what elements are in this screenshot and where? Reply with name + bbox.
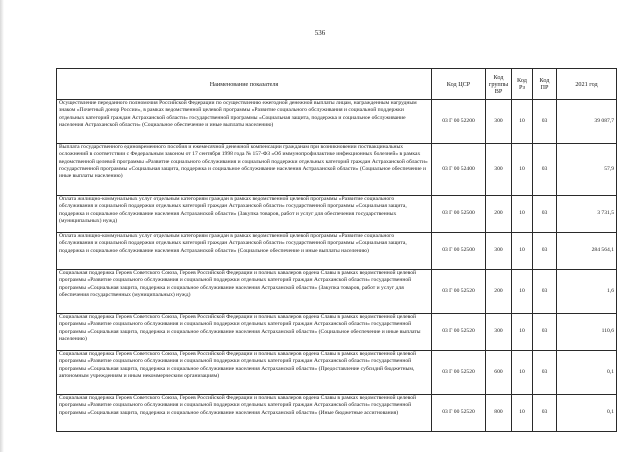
row-pr: 03 bbox=[533, 233, 557, 270]
row-vr: 300 bbox=[486, 100, 512, 144]
row-description: Социальная поддержка Героев Советского Союза, Героев Российской Федерации и полных кавалеров ордена Славы в рамках ведомственной целевой программы «Развитие социального обслуживания и социальной поддержки отдельных категорий граждан Астраханской области» государственной программы «Социальная защита, поддержка и социальное обслуживание населения Астраханской области» (Социальное обеспечение и иные выплаты населению) bbox=[57, 314, 432, 351]
row-vr: 300 bbox=[486, 144, 512, 196]
row-rz: 10 bbox=[512, 233, 533, 270]
table-row bbox=[57, 395, 617, 432]
header-csr: Код ЦСР bbox=[432, 69, 486, 100]
table-row bbox=[57, 351, 617, 395]
row-amount: 39 087,7 bbox=[557, 100, 617, 144]
row-pr: 03 bbox=[533, 144, 557, 196]
row-csr: 03 Г 00 52520 bbox=[432, 270, 486, 314]
table-row bbox=[57, 196, 617, 233]
row-rz: 10 bbox=[512, 351, 533, 395]
row-csr: 03 Г 00 52500 bbox=[432, 196, 486, 233]
row-amount: 1,6 bbox=[557, 270, 617, 314]
table-header-row bbox=[57, 69, 617, 100]
table-row bbox=[57, 270, 617, 314]
row-description: Оплата жилищно-коммунальных услуг отдельным категориям граждан в рамках ведомственной целевой программы «Развитие социального обслуживания и социальной поддержки отдельных категорий граждан Астраханской области» государственной программы «Социальная защита, поддержка и социальное обслуживание населения Астраханской области» (Закупка товаров, работ и услуг для обеспечения государственных (муниципальных) нужд) bbox=[57, 196, 432, 233]
row-csr: 03 Г 00 52500 bbox=[432, 233, 486, 270]
row-description: Оплата жилищно-коммунальных услуг отдельным категориям граждан в рамках ведомственной целевой программы «Развитие социального обслуживания и социальной поддержки отдельных категорий граждан Астраханской области» государственной программы «Социальная защита, поддержка и социальное обслуживание населения Астраханской области» (Социальное обеспечение и иные выплаты населению) bbox=[57, 233, 432, 270]
table-row bbox=[57, 233, 617, 270]
page-number: 536 bbox=[314, 29, 326, 37]
row-vr: 300 bbox=[486, 233, 512, 270]
table-row bbox=[57, 100, 617, 144]
row-description: Осуществление переданного полномочия Российской Федерации по осуществлению ежегодной денежной выплаты лицам, награжденным нагрудным знаком «Почетный донор России», в рамках ведомственной целевой программы «Развитие социального обслуживания и социальной поддержки отдельных категорий граждан Астраханской области» государственной программы «Социальная защита, поддержка и социальное обслуживание населения Астраханской области» (Социальное обеспечение и иные выплаты населению) bbox=[57, 100, 432, 144]
row-vr: 600 bbox=[486, 351, 512, 395]
row-pr: 03 bbox=[533, 196, 557, 233]
row-pr: 03 bbox=[533, 100, 557, 144]
header-rz: Код Рз bbox=[512, 69, 533, 100]
row-rz: 10 bbox=[512, 395, 533, 432]
row-csr: 03 Г 00 52520 bbox=[432, 314, 486, 351]
row-amount: 3 731,5 bbox=[557, 196, 617, 233]
row-amount: 0,1 bbox=[557, 351, 617, 395]
row-pr: 03 bbox=[533, 314, 557, 351]
row-csr: 03 Г 00 52400 bbox=[432, 144, 486, 196]
row-csr: 03 Г 00 52200 bbox=[432, 100, 486, 144]
header-vr: Код группы ВР bbox=[486, 69, 512, 100]
row-amount: 110,6 bbox=[557, 314, 617, 351]
row-csr: 03 Г 00 52520 bbox=[432, 351, 486, 395]
row-amount: 284 564,1 bbox=[557, 233, 617, 270]
budget-table bbox=[56, 68, 617, 432]
row-pr: 03 bbox=[533, 395, 557, 432]
row-vr: 200 bbox=[486, 196, 512, 233]
row-vr: 300 bbox=[486, 314, 512, 351]
row-pr: 03 bbox=[533, 270, 557, 314]
table-row bbox=[57, 314, 617, 351]
header-pr: Код ПР bbox=[533, 69, 557, 100]
header-name: Наименование показателя bbox=[57, 69, 432, 100]
row-rz: 10 bbox=[512, 270, 533, 314]
row-amount: 57,9 bbox=[557, 144, 617, 196]
row-description: Социальная поддержка Героев Советского Союза, Героев Российской Федерации и полных кавалеров ордена Славы в рамках ведомственной целевой программы «Развитие социального обслуживания и социальной поддержки отдельных категорий граждан Астраханской области» государственной программы «Социальная защита, поддержка и социальное обслуживание населения Астраханской области» (Иные бюджетные ассигнования) bbox=[57, 395, 432, 432]
row-vr: 800 bbox=[486, 395, 512, 432]
table-row bbox=[57, 144, 617, 196]
row-rz: 10 bbox=[512, 100, 533, 144]
row-rz: 10 bbox=[512, 314, 533, 351]
row-pr: 03 bbox=[533, 351, 557, 395]
row-description: Социальная поддержка Героев Советского Союза, Героев Российской Федерации и полных кавалеров ордена Славы в рамках ведомственной целевой программы «Развитие социального обслуживания и социальной поддержки отдельных категорий граждан Астраханской области» государственной программы «Социальная защита, поддержка и социальное обслуживание населения Астраханской области» (Закупка товаров, работ и услуг для обеспечения государственных (муниципальных) нужд) bbox=[57, 270, 432, 314]
row-rz: 10 bbox=[512, 196, 533, 233]
scan-edge-shadow bbox=[0, 0, 4, 452]
header-year: 2021 год bbox=[557, 69, 617, 100]
row-description: Социальная поддержка Героев Советского Союза, Героев Российской Федерации и полных кавалеров ордена Славы в рамках ведомственной целевой программы «Развитие социального обслуживания и социальной поддержки отдельных категорий граждан Астраханской области» государственной программы «Социальная защита, поддержка и социальное обслуживание населения Астраханской области» (Предоставление субсидий бюджетным, автономным учреждениям и иным некоммерческим организациям) bbox=[57, 351, 432, 395]
row-description: Выплата государственного единовременного пособия и ежемесячной денежной компенсации гражданам при возникновении поствакцинальных осложнений в соответствии с Федеральным законом от 17 сентября 1998 года № 157-ФЗ «Об иммунопрофилактике инфекционных болезней» в рамках ведомственной целевой программы «Развитие социального обслуживания и социальной поддержки отдельных категорий граждан Астраханской области» государственной программы «Социальная защита, поддержка и социальное обслуживание населения Астраханской области» (Социальное обеспечение и иные выплаты населению) bbox=[57, 144, 432, 196]
row-rz: 10 bbox=[512, 144, 533, 196]
row-vr: 200 bbox=[486, 270, 512, 314]
row-csr: 03 Г 00 52520 bbox=[432, 395, 486, 432]
row-amount: 0,1 bbox=[557, 395, 617, 432]
